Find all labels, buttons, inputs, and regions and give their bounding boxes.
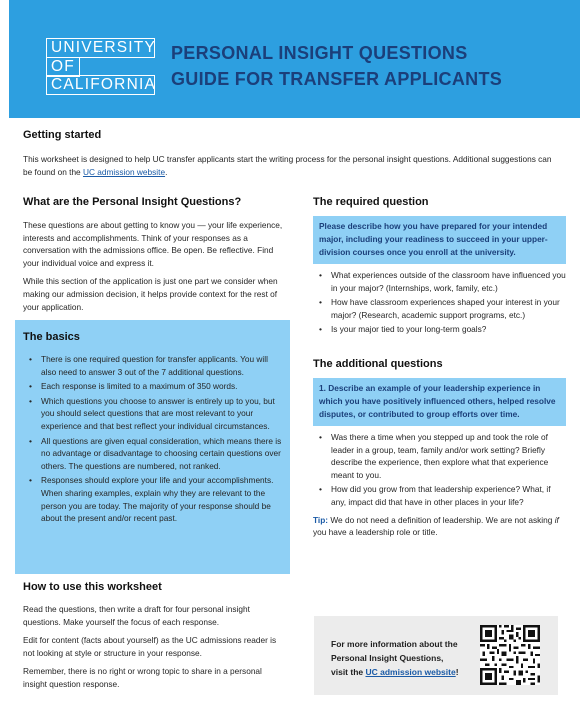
uc-admission-link[interactable]: UC admission website xyxy=(365,667,456,677)
additional-list xyxy=(313,431,566,509)
decorative-stripe xyxy=(9,0,67,4)
title-line: GUIDE FOR TRANSFER APPLICANTS xyxy=(171,69,503,89)
qr-code-icon[interactable] xyxy=(480,625,540,685)
list-item: • Each response is limited to a maximum of 350 words. xyxy=(23,380,282,393)
uc-logo xyxy=(46,38,155,94)
more-info-text xyxy=(331,637,481,679)
list-item: • Which questions you choose to answer is entirely up to you, but you should select questions that are most relevant to your experience and that best reflect your individual circumstances. xyxy=(23,395,282,433)
section-heading: How to use this worksheet xyxy=(23,581,162,593)
tip-label: Tip: xyxy=(313,514,329,525)
intro-text: This worksheet is designed to help UC transfer applicants start the writing process for the personal insight questions. Additional suggestions can be found on the xyxy=(23,154,552,177)
uc-admission-link[interactable]: UC admission website xyxy=(82,166,166,177)
what-are-paragraph: While this section of the application is just one part we consider when making our admission decision, it helps provide context for the rest of your application. xyxy=(23,276,278,312)
decorative-stripe xyxy=(9,0,56,25)
list-item: • Was there a time when you stepped up and took the role of leader in a group, team, family and/or work setting? Briefly describe the experience, then explore what that experience meant to you. xyxy=(313,431,566,481)
title-line: PERSONAL INSIGHT QUESTIONS xyxy=(171,43,468,63)
header-banner xyxy=(9,0,580,118)
how-to-paragraph: Remember, there is no right or wrong topic to share in a personal insight question response. xyxy=(23,666,262,689)
additional-section xyxy=(313,358,566,539)
basics-box xyxy=(15,320,290,574)
what-are-paragraph: These questions are about getting to know you — your life experience, interests and accomplishments. Think of your responses as a conversation with the admissions office. Be open. Be reflective. Find your individual voice and express it. xyxy=(23,220,283,268)
what-are-section xyxy=(23,196,283,313)
how-to-paragraph: Edit for content (facts about yourself) as the UC admissions reader is not looking at style or structure in your response. xyxy=(23,635,277,658)
list-item: • Responses should explore your life and your accomplishments. When sharing examples, explain why they are relevant to the person you are today. The majority of your response should be about the present and/or recent past. xyxy=(23,474,282,524)
how-to-paragraph: Read the questions, then write a draft for four personal insight questions. Make yourself the focus of each response. xyxy=(23,604,250,627)
section-heading: What are the Personal Insight Questions? xyxy=(23,196,242,208)
decorative-stripe xyxy=(9,0,61,14)
list-item: • What experiences outside of the classroom have influenced you in your major? (Internships, work, family, etc.) xyxy=(313,269,566,294)
intro-text-end: . xyxy=(165,166,168,177)
required-section xyxy=(313,196,566,338)
section-heading: The basics xyxy=(23,331,80,343)
required-question: Please describe how you have prepared for your intended major, including your readiness to succeed in your upper-division courses once you enroll at the university. xyxy=(313,216,566,264)
more-info-text-part: visit the xyxy=(331,667,366,677)
more-info-line xyxy=(331,665,481,679)
more-info-line: For more information about the xyxy=(331,639,458,649)
getting-started-section xyxy=(23,129,553,178)
list-item: • How did you grow from that leadership experience? What, if any, impact did that have in other places in your life? xyxy=(313,483,566,508)
more-info-text-part: ! xyxy=(455,667,459,677)
more-info-box xyxy=(314,616,558,695)
section-heading: Getting started xyxy=(23,129,102,141)
tip-text: you have a leadership role or title. xyxy=(313,527,438,538)
section-heading: The additional questions xyxy=(313,358,443,370)
list-item: • There is one required question for transfer applicants. You will also need to answer 3 out of the 7 additional questions. xyxy=(23,353,282,378)
list-item: • How have classroom experiences shaped your interest in your major? (Research, academic support programs, etc.) xyxy=(313,296,566,321)
additional-question: 1. Describe an example of your leadership experience in which you have positively influenced others, helped resolve disputes, or contributed to group efforts over time. xyxy=(313,378,566,426)
required-list xyxy=(313,269,566,336)
tip-paragraph xyxy=(313,514,566,539)
list-item: • All questions are given equal consideration, which means there is no advantage or disadvantage to choosing certain questions over others. The questions are numbered, not ranked. xyxy=(23,435,282,473)
tip-text: We do not need a definition of leadership. We are not asking xyxy=(328,514,555,525)
intro-paragraph xyxy=(23,153,553,178)
logo-line: UNIVERSITY xyxy=(46,38,155,58)
how-to-section xyxy=(23,581,288,691)
tip-emphasis: if xyxy=(554,514,559,525)
list-item: • Is your major tied to your long-term goals? xyxy=(313,323,566,336)
more-info-line: Personal Insight Questions, xyxy=(331,653,444,663)
basics-list xyxy=(23,353,282,525)
page-title xyxy=(171,40,502,92)
logo-line: CALIFORNIA xyxy=(46,75,155,95)
section-heading: The required question xyxy=(313,196,429,208)
logo-line: OF xyxy=(46,57,80,77)
